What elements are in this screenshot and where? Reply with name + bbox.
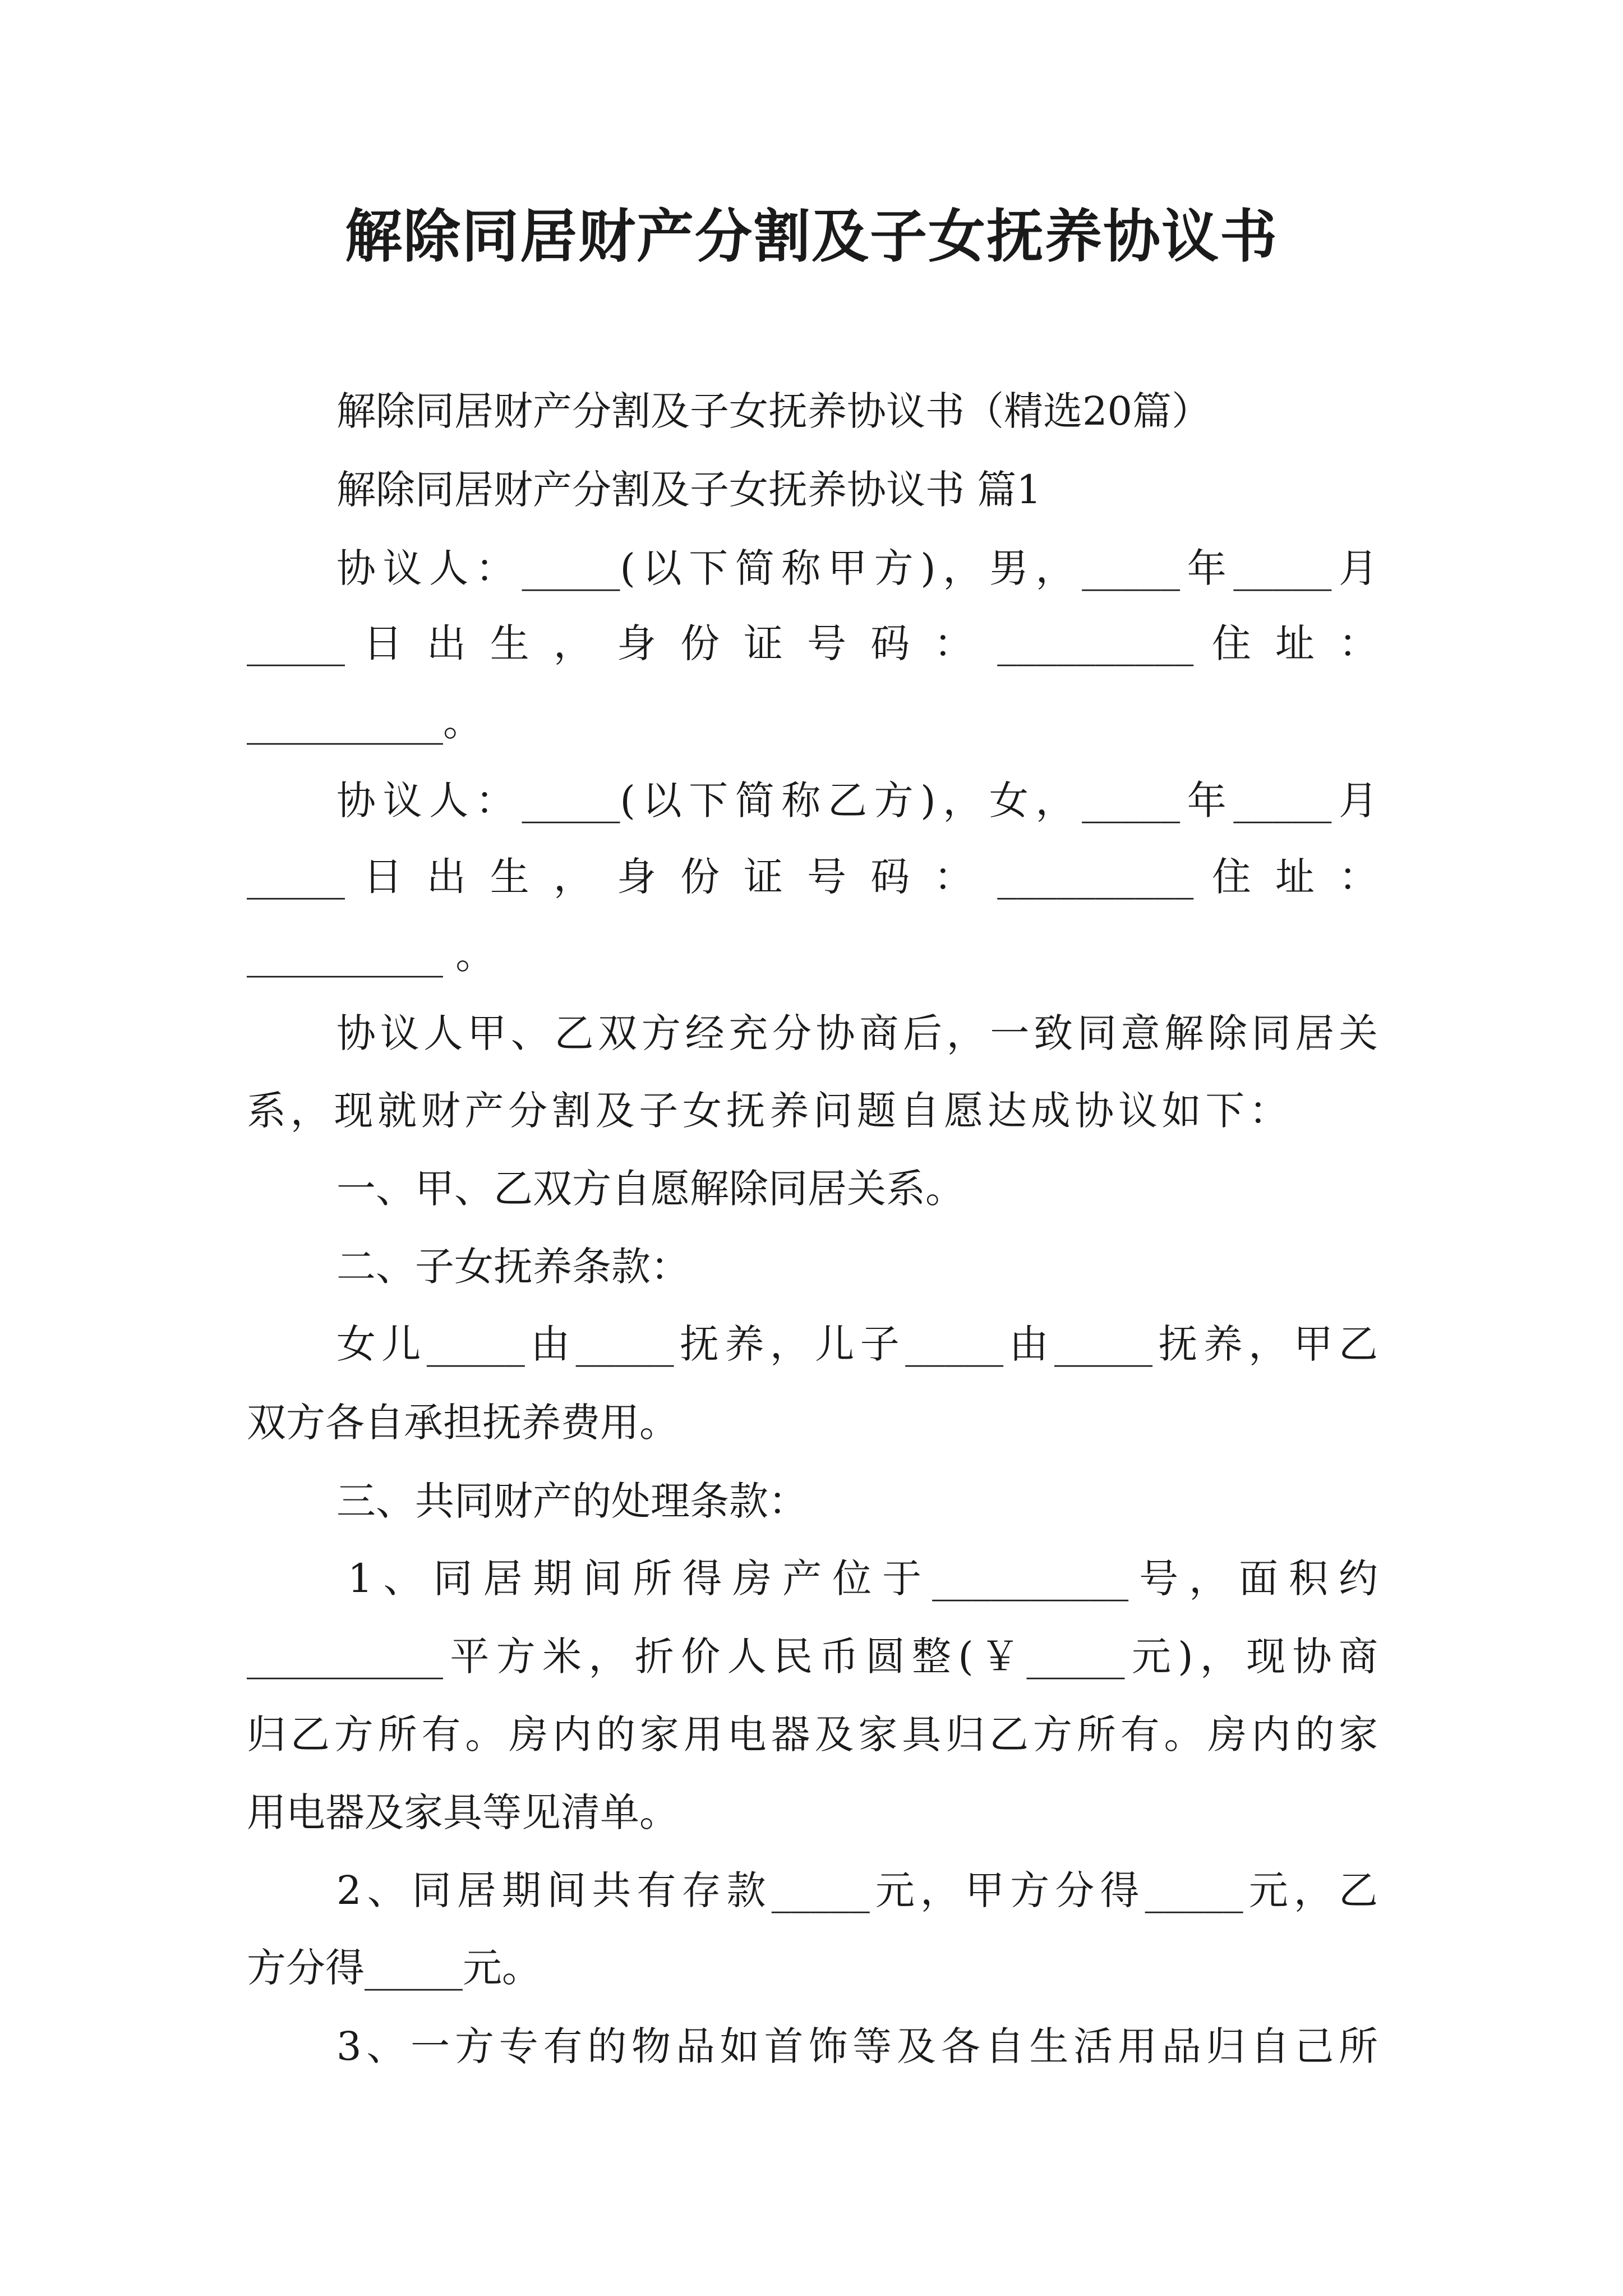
paragraph-line: __________。: [247, 699, 482, 745]
document-title: 解除同居财产分割及子女抚养协议书: [345, 204, 1278, 270]
paragraph-line: _____ 日 出 生 ， 身 份 证 号 码 ： __________ 住 址 ：: [247, 620, 1378, 666]
subtitle-line: 解除同居财产分割及子女抚养协议书（精选20篇）: [336, 388, 1211, 434]
paragraph-line: 1、同居期间所得房产位于__________号，面积约: [348, 1556, 1378, 1602]
paragraph-line: 协议人甲、乙双方经充分协商后，一致同意解除同居关: [336, 1010, 1378, 1056]
paragraph-line: 协议人：_____(以下简称甲方)，男，_____年_____月: [336, 545, 1378, 591]
paragraph-line: 3、一方专有的物品如首饰等及各自生活用品归自己所: [336, 2023, 1378, 2069]
paragraph-line: 系，现就财产分割及子女抚养问题自愿达成协议如下：: [247, 1088, 1288, 1134]
paragraph-line: _____ 日 出 生 ， 身 份 证 号 码 ： __________ 住 址 ：: [247, 854, 1378, 900]
paragraph-line: 2、同居期间共有存款_____元，甲方分得_____元，乙: [336, 1867, 1378, 1913]
paragraph-line: 归乙方所有。房内的家用电器及家具归乙方所有。房内的家: [247, 1711, 1378, 1757]
paragraph-line: 双方各自承担抚养费用。: [247, 1400, 679, 1446]
paragraph-line: __________ 。: [247, 932, 495, 978]
paragraph-line: 二、子女抚养条款：: [336, 1244, 690, 1290]
paragraph-line: __________平方米，折价人民币圆整(￥_____元)，现协商: [247, 1634, 1378, 1680]
paragraph-line: 三、共同财产的处理条款：: [336, 1478, 808, 1524]
paragraph-line: 协议人：_____(以下简称乙方)，女，_____年_____月: [336, 777, 1378, 823]
paragraph-line: 一、甲、乙双方自愿解除同居关系。: [336, 1166, 965, 1212]
paragraph-line: 方分得_____元。: [247, 1945, 541, 1991]
paragraph-line: 用电器及家具等见清单。: [247, 1789, 679, 1835]
paragraph-line: 女儿_____由_____抚养，儿子_____由_____抚养，甲乙: [336, 1321, 1378, 1367]
section-heading: 解除同居财产分割及子女抚养协议书 篇1: [336, 467, 1041, 513]
